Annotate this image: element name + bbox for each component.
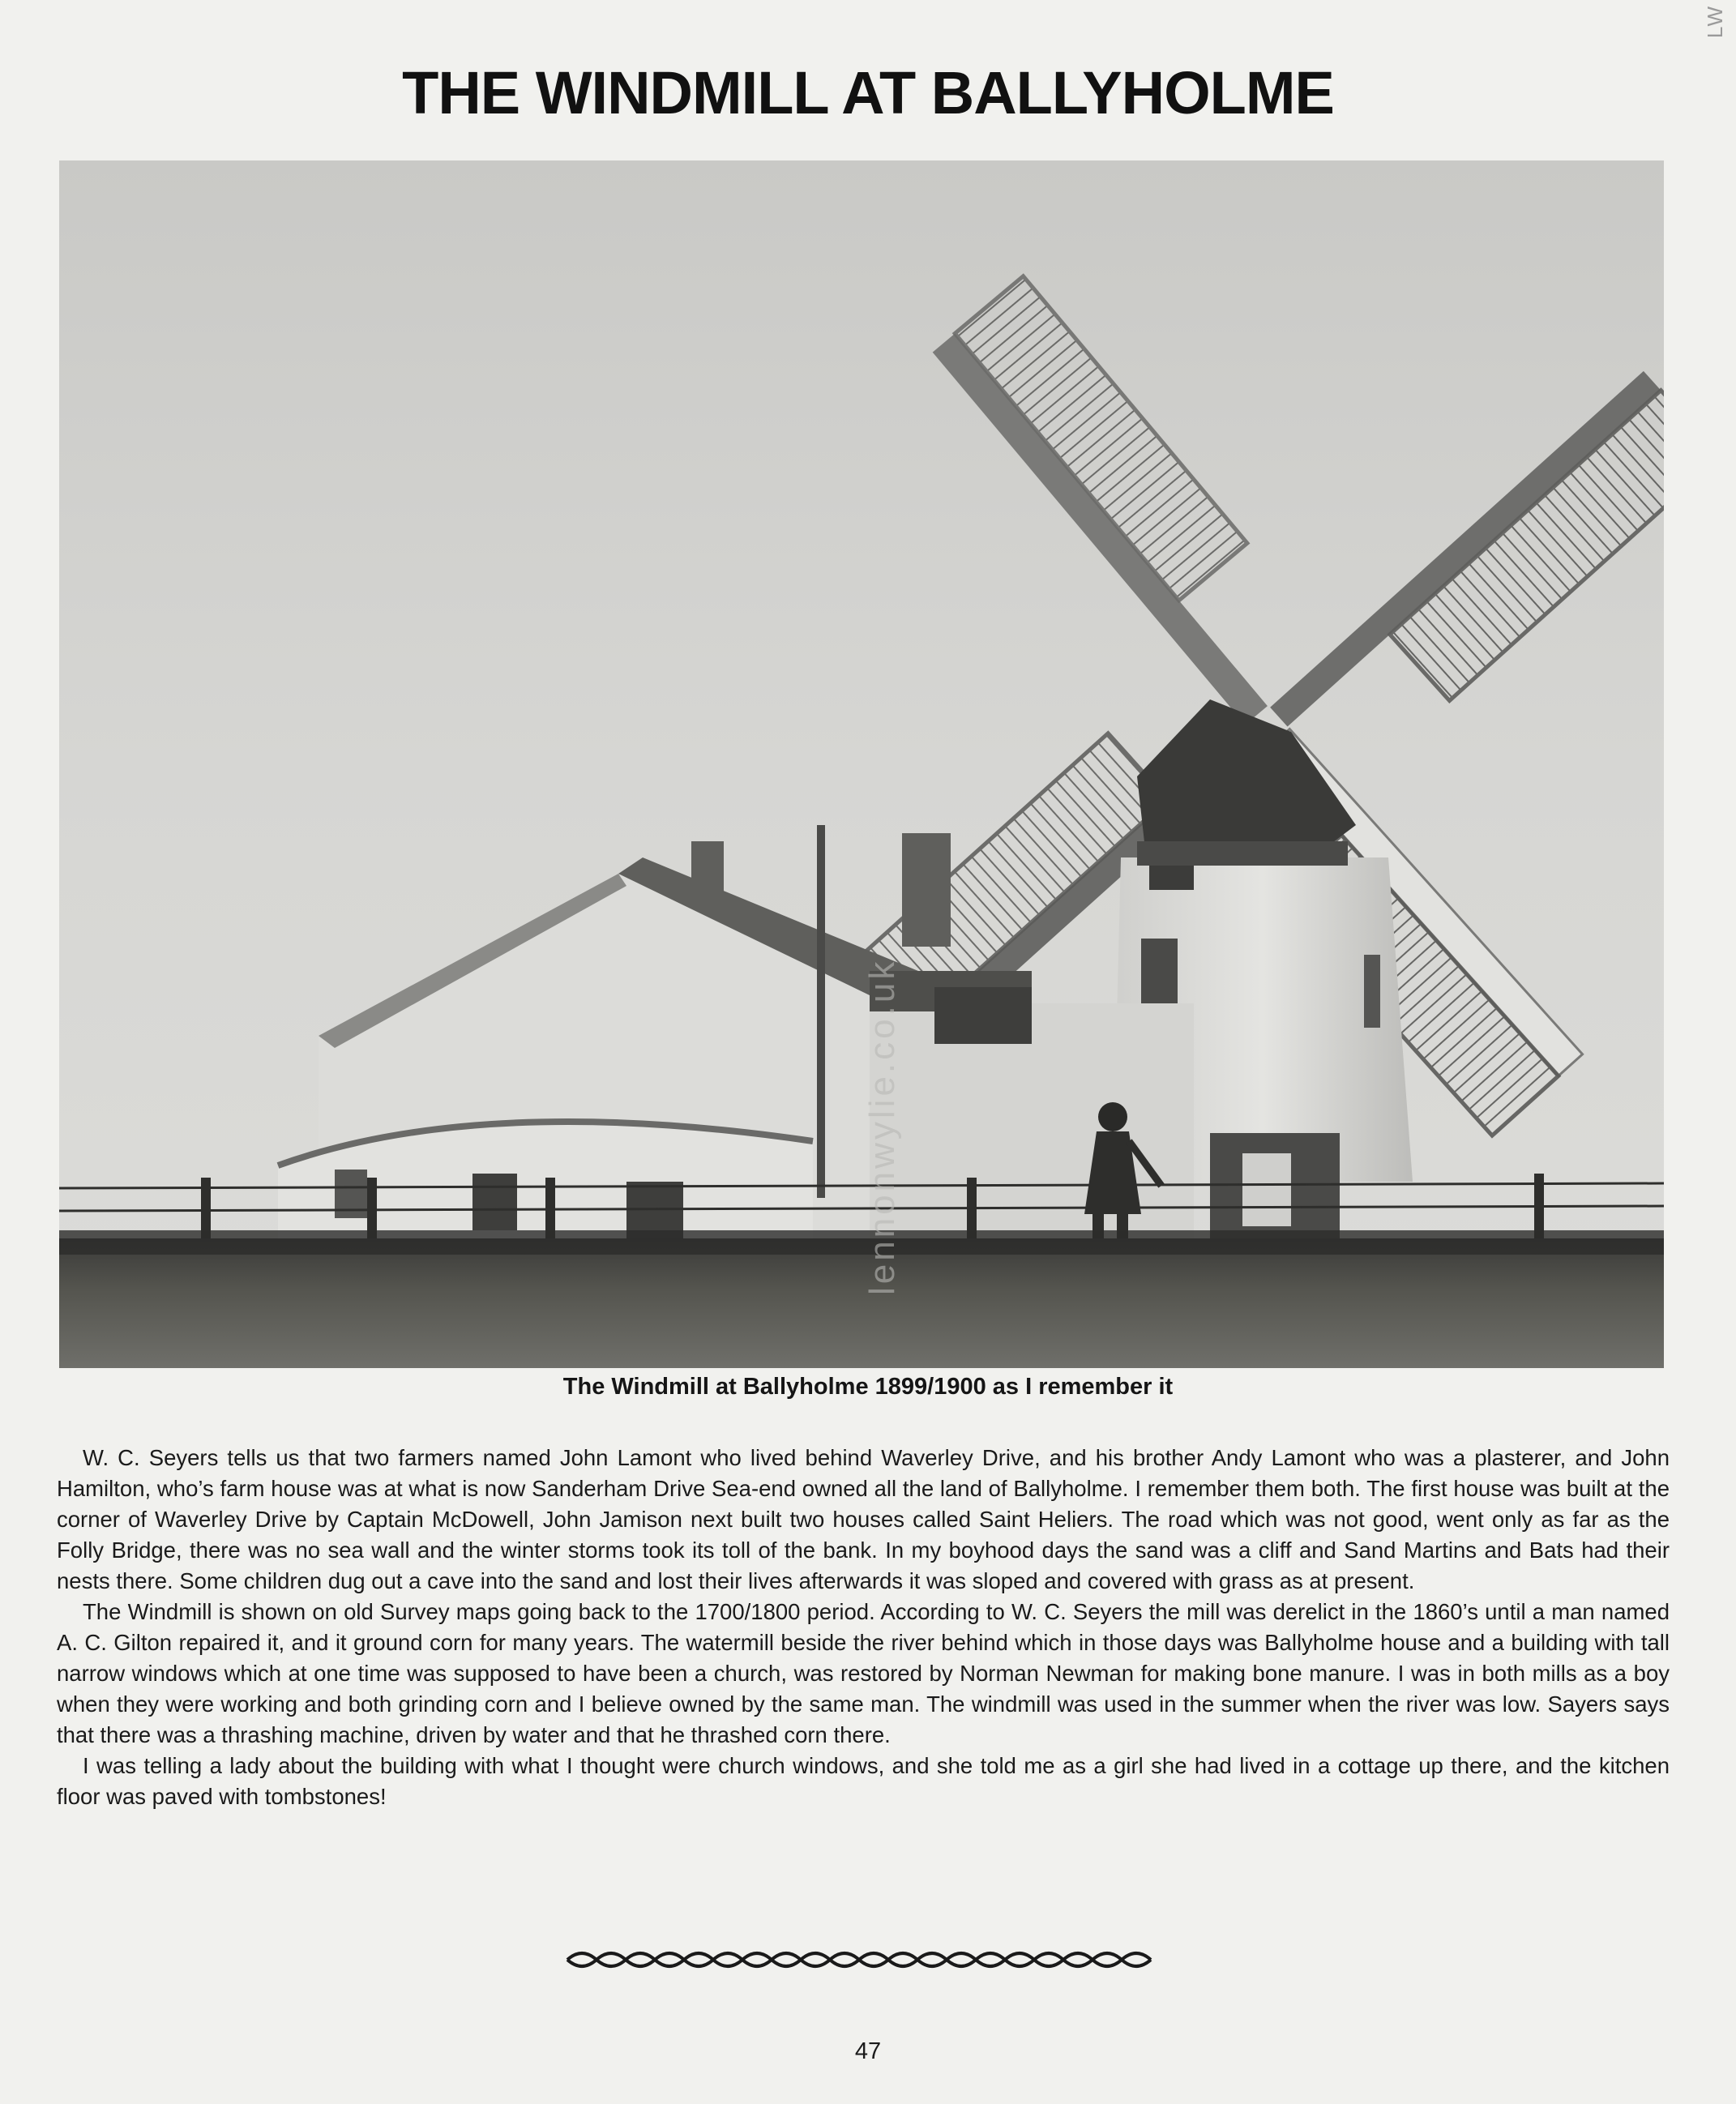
windmill-photo	[59, 160, 1664, 1368]
paragraph: The Windmill is shown on old Survey maps going back to the 1700/1800 period. According to W. C. Seyers the mill was derelict in the 1860’s until a man named A. C. Gilton repaired it, and it ground corn for many years. The watermill beside the river behind which in those days was Ballyholme house and a building with tall narrow windows which at one time was supposed to have been a church, was restored by Norman Newman for making bone manure. I was in both mills as a boy when they were working and both grinding corn and I believe owned by the same man. The windmill was used in the summer when the river was low. Sayers says that there was a thrashing machine, driven by water and that he thrashed corn there.	[57, 1599, 1670, 1747]
twisted-rope-divider-icon	[559, 1944, 1159, 1976]
body-text	[57, 1443, 1670, 1812]
page-number: 47	[854, 2038, 882, 2064]
photo-caption: The Windmill at Ballyholme 1899/1900 as I remember it	[562, 1374, 1174, 1400]
paragraph: I was telling a lady about the building with what I thought were church windows, and she told me as a girl she had lived in a cottage up there, and the kitchen floor was paved with tombstones!	[57, 1753, 1670, 1809]
corner-mark: LW	[1703, 5, 1727, 39]
page-title: THE WINDMILL AT BALLYHOLME	[402, 59, 1334, 126]
photo-ground	[59, 1238, 1664, 1368]
photo-watermark: lennonwylie.co.uk	[862, 958, 902, 1295]
paragraph: W. C. Seyers tells us that two farmers named John Lamont who lived behind Waverley Drive, and his brother Andy Lamont who was a plasterer, and John Hamilton, who’s farm house was at what is now Sanderham Drive Sea-end owned all the land of Ballyholme. I remember them both. The first house was built at the corner of Waverley Drive by Captain McDowell, John Jamison next built two houses called Saint Heliers. The road which was not good, went only as far as the Folly Bridge, there was no sea wall and the winter storms took its toll of the bank. In my boyhood days the sand was a cliff and Sand Martins and Bats had their nests there. Some children dug out a cave into the sand and lost their lives afterwards it was sloped and covered with grass as at present.	[57, 1445, 1670, 1593]
